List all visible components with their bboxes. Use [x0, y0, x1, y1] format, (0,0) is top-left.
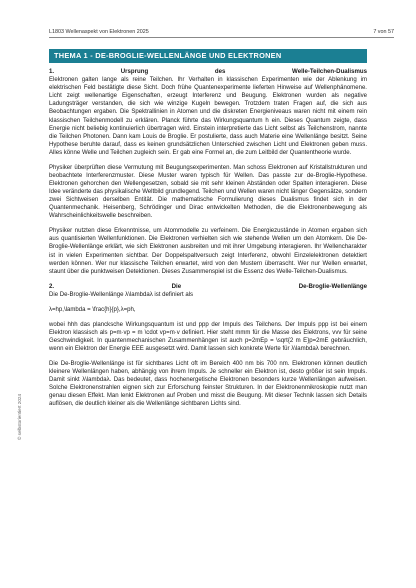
section-1-word-3: Welle-Teilchen-Dualismus: [292, 68, 367, 75]
header-page-number: 7 von 57: [373, 29, 394, 35]
paragraph: Physiker nutzten diese Erkenntnisse, um Atommodelle zu verfeinern. Die Energiezustände in Atomen ergaben sich aus quantisierten Wellenfunktionen. Die Elektronen verhielten sich wie stehende Wellen um den Atomkern. Die De-Broglie-Wellenlänge erklärt, wie sich Elektronen ausbreiten und mit ihrer Umgebung interagieren. Ihr Wellencharakter ist in vielen Experimenten sichtbar. Der Doppelspaltversuch zeigt Interferenz, obwohl Einzelelektronen detektiert werden können. Wer nur klassische Teilchen erwartet, wird von den Mustern überrascht. Wer nur Wellen erwartet, staunt über die punktweisen Detektionen. Dieses Zusammenspiel ist die Essenz des Welle-Teilchen-Dualismus.: [49, 228, 367, 275]
section-2-heading: [49, 283, 367, 291]
header-divider: [49, 37, 394, 38]
formula-intro: Die De-Broglie-Wellenlänge λ\lambdaλ ist definiert als: [49, 291, 194, 298]
chapter-title-banner: THEMA 1 - DE-BROGLIE-WELLENLÄNGE UND ELEKTRONEN: [49, 49, 367, 63]
section-2-word-2: De-Broglie-Wellenlänge: [298, 282, 367, 290]
section-1-word-2: des: [214, 68, 226, 75]
copyright-side-text: © selbstorientiert 2024: [17, 393, 22, 440]
paragraph: wobei hhh das plancksche Wirkungsquantum ist und ppp der Impuls des Teilchens. Der Impuls ppp ist bei einem Elektron klassisch als p=m·vp = m \cdot vp=m·v definiert. Hier steht mmm für die Masse des Elektrons, vvv für seine Geschwindigkeit. In quantenmechanischen Zusammenhängen ist auch p=2mEp = \sqrt{2 m E}p=2mE gebräuchlich, wenn ein Elektron der Energie EEE ausgesetzt wird. Damit lassen sich konkrete Werte für λ\lambdaλ berechnen.: [49, 321, 367, 352]
paragraph: Physiker überprüften diese Vermutung mit Beugungsexperimenten. Man schoss Elektronen auf Kristallstrukturen und beobachtete Interferenzmuster. Diese Muster waren typisch für Wellen. Das passte zur de-Broglie-Hypothese. Elektronen gehorchen den Wellengesetzen, sobald sie mit sehr kleinen Abständen oder Spalten interagieren. Diese Idee veränderte das physikalische Weltbild grundlegend. Teilchen und Wellen waren nicht länger Gegensätze, sondern zwei Sichtweisen derselben Entität. Die mathematische Formulierung dieses Dualismus findet sich in der Quantenmechanik. Heisenberg, Schrödinger und Dirac entwickelten Methoden, die die Elektronenbewegung als Wahrscheinlichkeitswelle beschreiben.: [49, 164, 367, 220]
section-1-word-1: Ursprung: [120, 68, 149, 75]
section-2-number: 2.: [49, 282, 55, 290]
section-1-number: 1.: [49, 68, 55, 75]
section-1-heading: [49, 68, 367, 76]
formula: λ=hp,\lambda = \frac{h}{p},λ=ph,: [49, 306, 136, 313]
header-document-title: L1803 Wellenaspekt von Elektronen 2025: [49, 29, 149, 35]
paragraph: Elektronen galten lange als reine Teilchen. Ihr Verhalten in klassischen Experimenten wie der Ablenkung im elektrischen Feld bestätigte diese Sicht. Doch frühe Quantenexperimente lieferten Hinweise auf Wellenphänomene. Licht zeigt wellenartige Eigenschaften, erzeugt Interferenz und Beugung. Elektronen wurden als negative Ladungsträger verstanden, die sich wie winzige Kugeln bewegen. Trotzdem traten Fragen auf, die sich aus Beobachtungen ergaben. Die Spektrallinien in Atomen und die diskreten Energieniveaus waren nicht mit einem rein klassischen Teilchenmodell zu erklären. Planck führte das Wirkungsquantum h ein. Dieses Quantum zeigte, dass Energie nicht beliebig kontinuierlich übertragen wird. Einstein interpretierte das Licht selbst als Teilchenstrom, nannte die Teilchen Photonen. Dann kam Louis de Broglie. Er postulierte, dass auch Materie eine Wellenlänge besitzt. Seine Hypothese beruhte darauf, dass es keinen grundsätzlichen Unterschied zwischen Licht und Elektronen geben muss. Alles könne Welle und Teilchen zugleich sein. Er gab eine Formel an, die zum Leitbild der Quantentheorie wurde.: [49, 77, 367, 156]
document-body: [49, 68, 367, 415]
section-2-word-1: Die: [171, 282, 182, 290]
paragraph: Die De-Broglie-Wellenlänge ist für sichtbares Licht oft im Bereich 400 nm bis 700 nm. Elektronen können deutlich kleinere Wellenlängen haben, abhängig von ihrem Impuls. Je schneller ein Elektron ist, desto größer ist sein Impuls. Damit sinkt λ\lambdaλ. Das bedeutet, dass hochenergetische Elektronen besonders kurze Wellenlängen aufweisen. Solche Elektronenstrahlen eignen sich zur Erforschung feinster Strukturen. In der Elektronenmikroskopie nutzt man genau diesen Effekt. Man lenkt Elektronen auf Proben und misst die Beugung. Mit dieser Technik lassen sich Details auflösen, die deutlich kleiner als die Wellenlänge sichtbaren Lichts sind.: [49, 360, 367, 408]
